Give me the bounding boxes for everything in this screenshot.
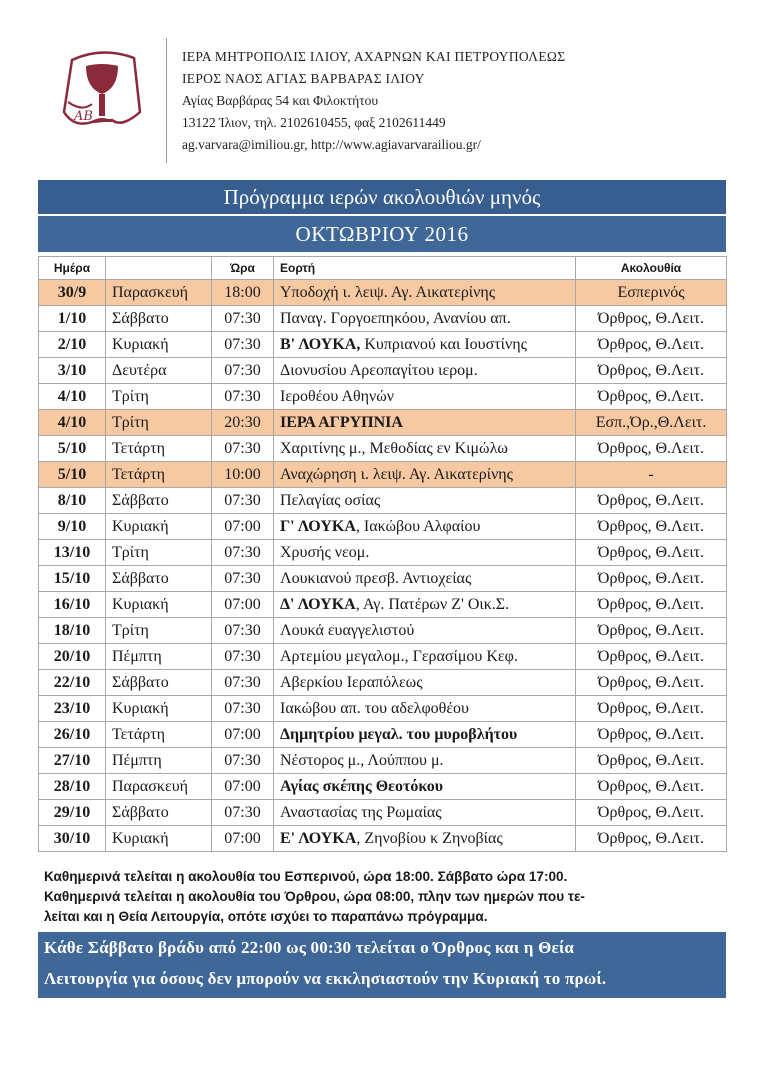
table-row [39, 514, 727, 540]
cell-time: 07:30 [212, 748, 274, 774]
cell-time: 07:30 [212, 540, 274, 566]
cell-service: Όρθρος, Θ.Λειτ. [576, 436, 727, 462]
table-row [39, 332, 727, 358]
cell-date: 5/10 [39, 462, 106, 488]
church-info [182, 46, 565, 156]
church-name: ΙΕΡΟΣ ΝΑΟΣ ΑΓΙΑΣ ΒΑΡΒΑΡΑΣ ΙΛΙΟΥ [182, 71, 425, 86]
cell-weekday: Παρασκευή [106, 280, 212, 306]
table-row [39, 644, 727, 670]
feast-text: Αναστασίας της Ρωμαίας [280, 803, 442, 821]
cell-weekday: Τρίτη [106, 410, 212, 436]
cell-date: 16/10 [39, 592, 106, 618]
note-matins: Καθημερινά τελείται η ακολουθία του Όρθρου, ώρα 08:00, πλην των ημερών που τε- [44, 889, 585, 904]
cell-time: 07:00 [212, 592, 274, 618]
cell-feast [274, 592, 576, 618]
feast-bold-text: ΙΕΡΑ ΑΓΡΥΠΝΙΑ [280, 413, 403, 431]
cell-service: Όρθρος, Θ.Λειτ. [576, 358, 727, 384]
feast-text: Χαριτίνης μ., Μεθοδίας εν Κιμώλω [280, 439, 508, 457]
cell-time: 07:30 [212, 436, 274, 462]
cell-weekday: Παρασκευή [106, 774, 212, 800]
schedule-banner [38, 180, 726, 252]
cell-feast [274, 722, 576, 748]
feast-text: Πελαγίας οσίας [280, 491, 381, 509]
cell-weekday: Τετάρτη [106, 436, 212, 462]
feast-bold-text: Αγίας σκέπης Θεοτόκου [280, 777, 444, 795]
cell-feast [274, 514, 576, 540]
cell-date: 29/10 [39, 800, 106, 826]
table-row [39, 358, 727, 384]
cell-weekday: Πέμπτη [106, 748, 212, 774]
cell-weekday: Κυριακή [106, 826, 212, 852]
cell-service: Όρθρος, Θ.Λειτ. [576, 748, 727, 774]
header-divider [166, 38, 167, 163]
cell-time: 07:30 [212, 618, 274, 644]
cell-weekday: Κυριακή [106, 332, 212, 358]
table-row [39, 384, 727, 410]
feast-text: Αρτεμίου μεγαλομ., Γερασίμου Κεφ. [280, 647, 518, 665]
table-row [39, 462, 727, 488]
cell-date: 4/10 [39, 384, 106, 410]
cell-time: 07:00 [212, 826, 274, 852]
feast-bold-text: Δημητρίου μεγαλ. του μυροβλήτου [280, 725, 518, 743]
table-row [39, 306, 727, 332]
feast-bold-text: Γ' ΛΟΥΚΑ [280, 517, 356, 535]
cell-date: 8/10 [39, 488, 106, 514]
feast-text: Αναχώρηση ι. λειψ. Αγ. Αικατερίνης [280, 465, 514, 483]
cell-weekday: Πέμπτη [106, 644, 212, 670]
cell-date: 2/10 [39, 332, 106, 358]
document-header [0, 0, 764, 170]
cell-weekday: Τρίτη [106, 540, 212, 566]
feast-text: , Ζηνοβίου κ Ζηνοβίας [356, 829, 503, 847]
cell-date: 3/10 [39, 358, 106, 384]
table-row [39, 800, 727, 826]
cell-feast [274, 644, 576, 670]
feast-text: Αβερκίου Ιεραπόλεως [280, 673, 423, 691]
cell-date: 9/10 [39, 514, 106, 540]
feast-text: Χρυσής νεομ. [280, 543, 370, 561]
cell-feast [274, 696, 576, 722]
schedule-table [38, 256, 727, 852]
cell-feast [274, 384, 576, 410]
cell-service: Όρθρος, Θ.Λειτ. [576, 566, 727, 592]
cell-time: 07:30 [212, 488, 274, 514]
cell-weekday: Σάββατο [106, 670, 212, 696]
metropolis-name: ΙΕΡΑ ΜΗΤΡΟΠΟΛΙΣ ΙΛΙΟΥ, ΑΧΑΡΝΩΝ ΚΑΙ ΠΕΤΡΟΥΠΟΛΕΩΣ [182, 49, 566, 64]
cell-date: 26/10 [39, 722, 106, 748]
feast-text: , Αγ. Πατέρων Ζ' Οικ.Σ. [355, 595, 510, 613]
cell-weekday: Σάββατο [106, 306, 212, 332]
cell-date: 15/10 [39, 566, 106, 592]
cell-feast [274, 826, 576, 852]
table-header-row [39, 257, 727, 280]
header-weekday [106, 257, 212, 280]
cell-feast [274, 436, 576, 462]
cell-service: Όρθρος, Θ.Λειτ. [576, 722, 727, 748]
cell-weekday: Σάββατο [106, 800, 212, 826]
contact-line: ag.varvara@imiliou.gr, http://www.agiavarvarailiou.gr/ [182, 137, 481, 152]
cell-feast [274, 280, 576, 306]
cell-weekday: Τρίτη [106, 618, 212, 644]
cell-date: 28/10 [39, 774, 106, 800]
cell-time: 07:30 [212, 306, 274, 332]
cell-date: 18/10 [39, 618, 106, 644]
saturday-notice [38, 932, 726, 998]
feast-text: Διονυσίου Αρεοπαγίτου ιερομ. [280, 361, 478, 379]
cell-feast [274, 566, 576, 592]
cell-time: 18:00 [212, 280, 274, 306]
table-row [39, 436, 727, 462]
cell-date: 1/10 [39, 306, 106, 332]
feast-text: , Ιακώβου Αλφαίου [355, 517, 481, 535]
cell-service: Όρθρος, Θ.Λειτ. [576, 670, 727, 696]
cell-time: 07:30 [212, 358, 274, 384]
feast-text: Λουκά ευαγγελιστού [280, 621, 415, 639]
cell-weekday: Σάββατο [106, 566, 212, 592]
address-line: Αγίας Βαρβάρας 54 και Φιλοκτήτου [182, 93, 379, 108]
cell-feast [274, 488, 576, 514]
cell-time: 10:00 [212, 462, 274, 488]
table-row [39, 410, 727, 436]
cell-feast [274, 800, 576, 826]
cell-weekday: Τρίτη [106, 384, 212, 410]
table-row [39, 592, 727, 618]
cell-feast [274, 540, 576, 566]
cell-service: Όρθρος, Θ.Λειτ. [576, 826, 727, 852]
table-row [39, 670, 727, 696]
cell-date: 27/10 [39, 748, 106, 774]
cell-service: Όρθρος, Θ.Λειτ. [576, 644, 727, 670]
cell-service: Όρθρος, Θ.Λειτ. [576, 618, 727, 644]
cell-feast [274, 774, 576, 800]
cell-date: 5/10 [39, 436, 106, 462]
cell-time: 07:30 [212, 332, 274, 358]
table-row [39, 488, 727, 514]
cell-service: - [576, 462, 727, 488]
table-row [39, 618, 727, 644]
cell-date: 13/10 [39, 540, 106, 566]
feast-bold-text: Δ' ΛΟΥΚΑ [280, 595, 356, 613]
cell-date: 30/10 [39, 826, 106, 852]
cell-service: Όρθρος, Θ.Λειτ. [576, 332, 727, 358]
cell-weekday: Τετάρτη [106, 462, 212, 488]
feast-text: Νέστορος μ., Λούππου μ. [280, 751, 444, 769]
cell-weekday: Κυριακή [106, 696, 212, 722]
feast-text: Κυπριανού και Ιουστίνης [360, 335, 527, 353]
cell-service: Όρθρος, Θ.Λειτ. [576, 800, 727, 826]
cell-feast [274, 358, 576, 384]
cell-service: Εσπερινός [576, 280, 727, 306]
cell-weekday: Κυριακή [106, 592, 212, 618]
feast-text: Λουκιανού πρεσβ. Αντιοχείας [280, 569, 472, 587]
cell-service: Όρθρος, Θ.Λειτ. [576, 488, 727, 514]
cell-service: Όρθρος, Θ.Λειτ. [576, 306, 727, 332]
notes-block [44, 867, 724, 927]
feast-text: Ιεροθέου Αθηνών [280, 387, 395, 405]
cell-time: 07:30 [212, 644, 274, 670]
table-row [39, 280, 727, 306]
table-row [39, 540, 727, 566]
header-service: Ακολουθία [576, 257, 727, 280]
cell-time: 07:30 [212, 696, 274, 722]
cell-weekday: Τετάρτη [106, 722, 212, 748]
notice-line-1: Κάθε Σάββατο βράδυ από 22:00 ως 00:30 τελείται ο Όρθρος και η Θεία [44, 938, 575, 957]
cell-weekday: Σάββατο [106, 488, 212, 514]
feast-text: Υποδοχή ι. λειψ. Αγ. Αικατερίνης [280, 283, 496, 301]
header-feast: Εορτή [274, 257, 576, 280]
cell-time: 07:00 [212, 514, 274, 540]
cell-time: 07:30 [212, 670, 274, 696]
feast-text: Παναγ. Γοργοεπηκόου, Ανανίου απ. [280, 309, 511, 327]
cell-time: 07:30 [212, 800, 274, 826]
table-row [39, 774, 727, 800]
cell-service: Όρθρος, Θ.Λειτ. [576, 774, 727, 800]
cell-date: 22/10 [39, 670, 106, 696]
schedule-title: Πρόγραμμα ιερών ακολουθιών μηνός [38, 180, 726, 214]
cell-service: Όρθρος, Θ.Λειτ. [576, 514, 727, 540]
cell-date: 20/10 [39, 644, 106, 670]
cell-date: 4/10 [39, 410, 106, 436]
cell-time: 07:30 [212, 384, 274, 410]
cell-feast [274, 332, 576, 358]
cell-service: Όρθρος, Θ.Λειτ. [576, 540, 727, 566]
header-day: Ημέρα [39, 257, 106, 280]
cell-service: Όρθρος, Θ.Λειτ. [576, 696, 727, 722]
table-row [39, 826, 727, 852]
cell-service: Όρθρος, Θ.Λειτ. [576, 384, 727, 410]
schedule-month: ΟΚΤΩΒΡΙΟΥ 2016 [38, 216, 726, 252]
notice-line-2: Λειτουργία για όσους δεν μπορούν να εκκλησιαστούν την Κυριακή το πρωί. [44, 969, 607, 988]
feast-bold-text: Β' ΛΟΥΚΑ, [280, 335, 361, 353]
chalice-logo-icon [52, 42, 152, 142]
cell-feast [274, 748, 576, 774]
note-vespers: Καθημερινά τελείται η ακολουθία του Εσπερινού, ώρα 18:00. Σάββατο ώρα 17:00. [44, 869, 568, 884]
note-matins-cont: λείται και η Θεία Λειτουργία, οπότε ισχύει το παραπάνω πρόγραμμα. [44, 909, 488, 924]
cell-time: 07:00 [212, 774, 274, 800]
cell-weekday: Κυριακή [106, 514, 212, 540]
cell-feast [274, 462, 576, 488]
cell-service: Όρθρος, Θ.Λειτ. [576, 592, 727, 618]
cell-feast [274, 618, 576, 644]
cell-time: 07:00 [212, 722, 274, 748]
cell-time: 07:30 [212, 566, 274, 592]
cell-feast [274, 410, 576, 436]
cell-time: 20:30 [212, 410, 274, 436]
cell-date: 23/10 [39, 696, 106, 722]
feast-text: Ιακώβου απ. του αδελφοθέου [280, 699, 469, 717]
cell-feast [274, 306, 576, 332]
cell-weekday: Δευτέρα [106, 358, 212, 384]
feast-bold-text: Ε' ΛΟΥΚΑ [280, 829, 357, 847]
cell-feast [274, 670, 576, 696]
header-time: Ώρα [212, 257, 274, 280]
cell-date: 30/9 [39, 280, 106, 306]
table-row [39, 748, 727, 774]
phone-line: 13122 Ίλιον, τηλ. 2102610455, φαξ 2102611449 [182, 115, 446, 130]
table-row [39, 696, 727, 722]
table-row [39, 566, 727, 592]
logo-letters: ΑΒ [74, 109, 93, 124]
cell-service: Εσπ.,Όρ.,Θ.Λειτ. [576, 410, 727, 436]
table-row [39, 722, 727, 748]
